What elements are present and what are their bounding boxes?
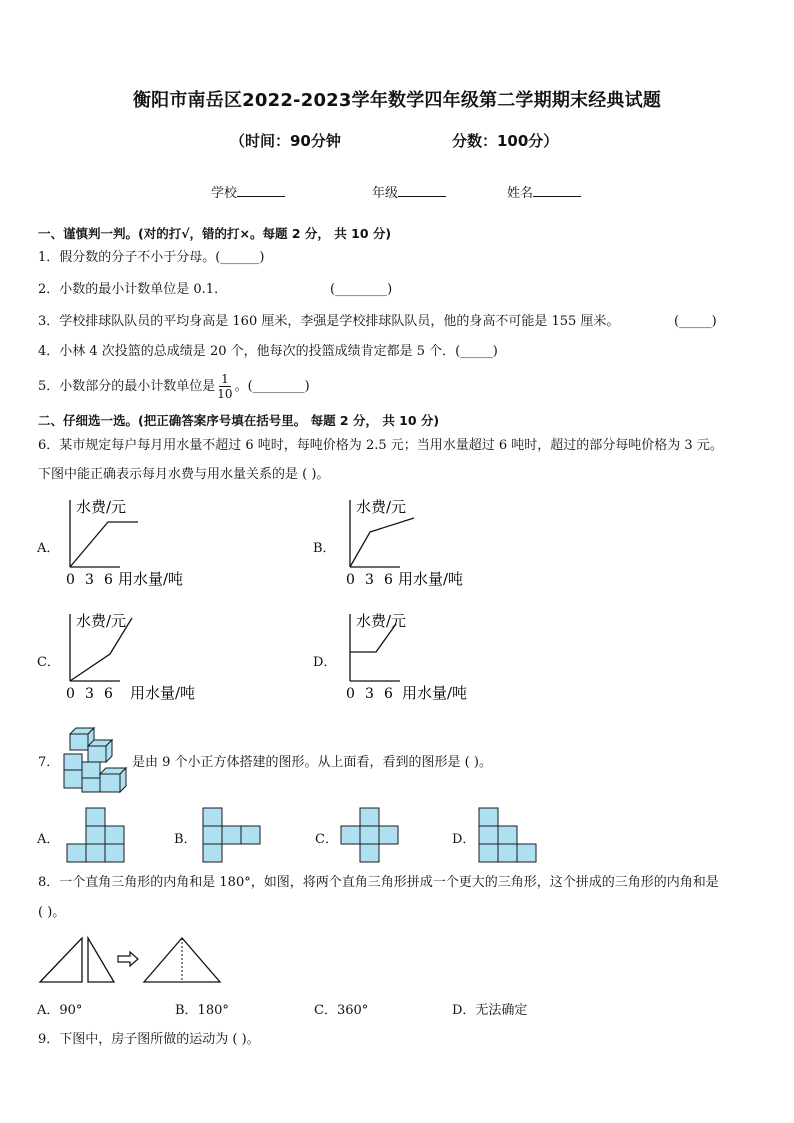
graph-c [60,606,240,706]
q8-option-c[interactable]: C．360° [314,1003,369,1018]
graph-a-ylabel: 水费/元 [76,498,127,516]
school-field[interactable]: 学校 [211,182,285,201]
section-2-heading: 二、仔细选一选。(把正确答案序号填在括号里。 每题 2 分， 共 10 分) [38,413,440,428]
question-1: 1．假分数的分子不小于分母。(______) [38,250,265,265]
question-8-line-1: 8．一个直角三角形的内角和是 180°，如图，将两个直角三角形拼成一个更大的三角形，这个拼成的三角形的内角和是 [38,875,719,890]
q6-option-b[interactable]: B． [313,541,336,556]
graph-b-xlabel: 用水量/吨 [398,570,464,588]
q7-option-d[interactable]: D． [452,832,476,847]
graph-b-tick-3: 3 [365,572,374,588]
graph-a-tick-0: 0 [66,572,75,588]
graph-c-tick-6: 6 [104,686,113,702]
graph-a-tick-3: 3 [85,572,94,588]
graph-a [60,492,240,592]
score-label: 分数：100分） [452,132,559,150]
q7-cube-stack [60,726,136,796]
graph-d-tick-3: 3 [365,686,374,702]
q7-shape-b [202,806,264,866]
graph-b [340,492,520,592]
time-label: （时间：90分钟 [230,132,341,150]
q8-option-d[interactable]: D．无法确定 [452,1003,528,1018]
question-2-answer[interactable]: (________) [330,282,393,297]
graph-a-tick-6: 6 [104,572,113,588]
q6-option-d[interactable]: D． [313,655,337,670]
graph-d-ylabel: 水费/元 [356,612,407,630]
graph-d-tick-0: 0 [346,686,355,702]
graph-d [340,606,520,706]
graph-c-tick-0: 0 [66,686,75,702]
name-field[interactable]: 姓名 [507,182,581,201]
graph-c-xlabel: 用水量/吨 [130,684,196,702]
question-8-line-2: ( )。 [38,905,66,920]
q6-option-a[interactable]: A． [37,541,60,556]
question-5: 5．小数部分的最小计数单位是 $\frac{1}{10}$ 。(________) [38,372,310,401]
question-6-line-1: 6．某市规定每户每月用水量不超过 6 吨时，每吨价格为 2.5 元；当用水量超过 6 吨时，超过的部分每吨价格为 3 元。 [38,438,723,453]
q7-shape-c [340,806,402,866]
question-4: 4．小林 4 次投篮的总成绩是 20 个，他每次的投篮成绩肯定都是 5 个．(_____) [38,344,498,359]
exam-title: 衡阳市南岳区2022-2023学年数学四年级第二学期期末经典试题 [132,90,662,111]
q7-option-b[interactable]: B． [174,832,197,847]
graph-c-tick-3: 3 [85,686,94,702]
fraction-one-tenth: $\frac{1}{10}$ [217,372,233,401]
graph-c-ylabel: 水费/元 [76,612,127,630]
grade-field[interactable]: 年级 [372,182,446,201]
graph-b-tick-0: 0 [346,572,355,588]
section-1-heading: 一、谨慎判一判。(对的打√，错的打×。每题 2 分， 共 10 分) [38,226,392,241]
question-3-answer[interactable]: (_____) [674,314,717,329]
q8-option-a[interactable]: A．90° [37,1003,83,1018]
q8-option-b[interactable]: B．180° [175,1003,229,1018]
graph-d-xlabel: 用水量/吨 [402,684,468,702]
question-3: 3．学校排球队队员的平均身高是 160 厘米，李强是学校排球队队员，他的身高不可能是 155 厘米。 [38,314,620,329]
q7-shape-a [66,806,128,866]
q7-option-c[interactable]: C． [315,832,338,847]
question-6-line-2: 下图中能正确表示每月水费与用水量关系的是 ( )。 [38,467,330,482]
q6-option-c[interactable]: C． [37,655,60,670]
q8-triangles-figure [38,932,228,986]
question-7: 是由 9 个小正方体搭建的图形。从上面看，看到的图形是 ( )。 [132,755,492,770]
graph-a-xlabel: 用水量/吨 [118,570,184,588]
question-7-number: 7． [38,755,60,770]
question-9: 9．下图中，房子图所做的运动为 ( )。 [38,1032,260,1047]
graph-b-ylabel: 水费/元 [356,498,407,516]
question-2: 2．小数的最小计数单位是 0.1． [38,282,228,297]
graph-d-tick-6: 6 [384,686,393,702]
q7-shape-d [478,806,540,866]
arrow-right-icon [118,952,138,966]
q7-option-a[interactable]: A． [37,832,60,847]
graph-b-tick-6: 6 [384,572,393,588]
